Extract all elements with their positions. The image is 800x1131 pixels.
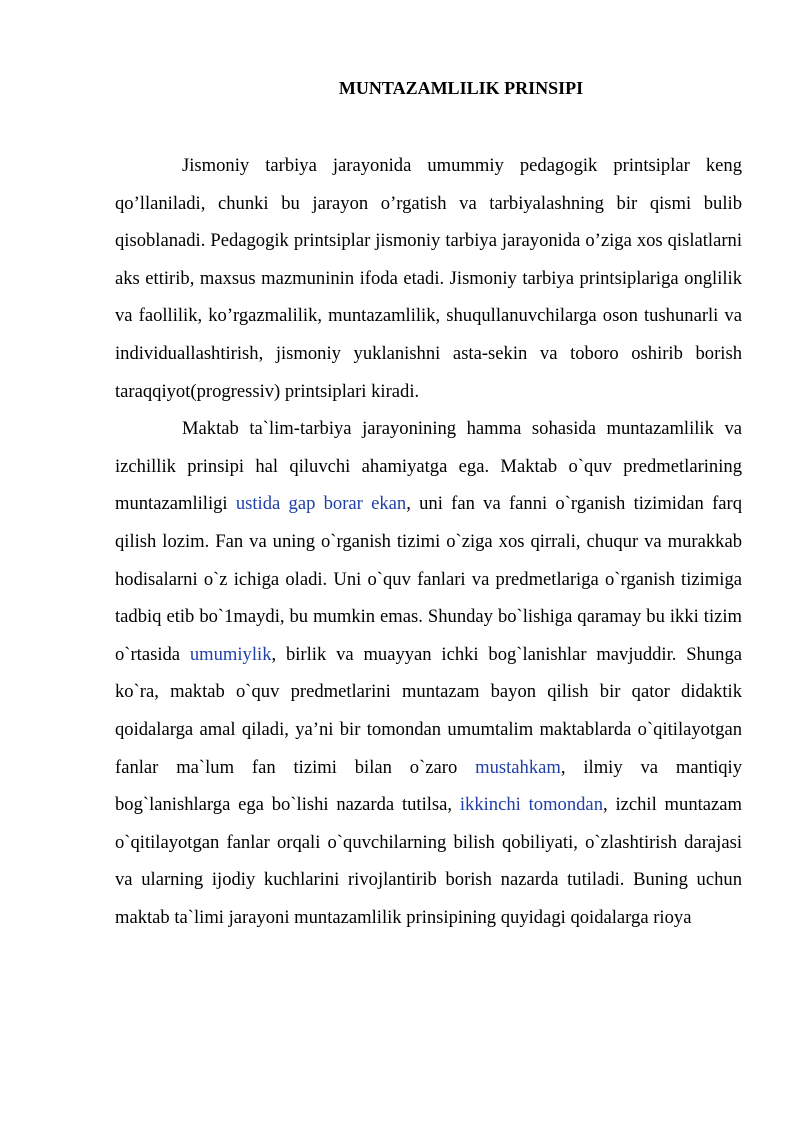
highlight-phrase: mustahkam bbox=[475, 756, 561, 778]
paragraph-2-text-part: , birlik va muayyan ichki bog`lanishlar mavjuddir. Shunga ko`ra, maktab o`quv predmetlarini muntazam bayon qilish bir qator didaktik qoidalarga amal qiladi, ya’ni bir tomondan umumtalim maktablarda o`qitilayotgan fanlar ma`lum fan tizimi bilan o`zaro bbox=[115, 643, 742, 778]
paragraph-1-text: Jismoniy tarbiya jarayonida umummiy pedagogik printsiplar keng qo’llaniladi, chunki bu jarayon o’rgatish va tarbiyalashning bir qismi bulib qisoblanadi. Pedagogik printsiplar jismoniy tarbiya jarayonida o’ziga xos qislatlarni aks ettirib, maxsus mazmuninin ifoda etadi. Jismoniy tarbiya printsiplariga onglilik va faollilik, ko’rgazmalilik, muntazamlilik, shuqullanuvchilarga oson tushunarli va individuallashtirish, jismoniy yuklanishni asta-sekin va toboro oshirib borish taraqqiyot(progressiv) printsiplari kiradi. bbox=[115, 155, 742, 402]
paragraph-2-text-part: Maktab ta`lim-tarbiya jarayonining hamma sohasida muntazamlilik va izchillik prinsipi hal qiluvchi ahamiyatga ega. Maktab o`quv predmetlarining muntazamliligi bbox=[115, 418, 742, 515]
paragraph-1 bbox=[115, 147, 742, 410]
paragraph-2-text-part: , izchil muntazam o`qitilayotgan fanlar orqali o`quvchilarning bilish qobiliyati, o`zlashtirish darajasi va ularning ijodiy kuchlarini rivojlantirib borish nazarda tutiladi. Buning uchun maktab ta`limi jarayoni muntazamlilik prinsipining quyidagi qoidalarga rioya bbox=[115, 794, 743, 928]
highlight-phrase: ikkinchi tomondan bbox=[459, 794, 603, 816]
highlight-phrase: umumiylik bbox=[189, 643, 272, 665]
paragraph-2-text-part: , ilmiy va mantiqiy bog`lanishlarga ega bo`lishi nazarda tutilsa, bbox=[115, 756, 742, 816]
page-title: MUNTAZAMLILIK PRINSIPI bbox=[338, 78, 584, 98]
paragraph-2 bbox=[115, 410, 742, 936]
paragraph-2-text-part: , uni fan va fanni o`rganish tizimidan farq qilish lozim. Fan va uning o`rganish tizimi o`ziga xos qirrali, chuqur va murakkab hodisalarni o`z ichiga oladi. Uni o`quv fanlari va predmetlariga o`rganish tizimiga tadbiq etib bo`1maydi, bu mumkin emas. Shunday bo`lishiga qaramay bu ikki tizim o`rtasida bbox=[115, 493, 742, 665]
highlight-phrase: ustida gap borar ekan bbox=[235, 493, 407, 515]
document-body bbox=[115, 147, 742, 936]
